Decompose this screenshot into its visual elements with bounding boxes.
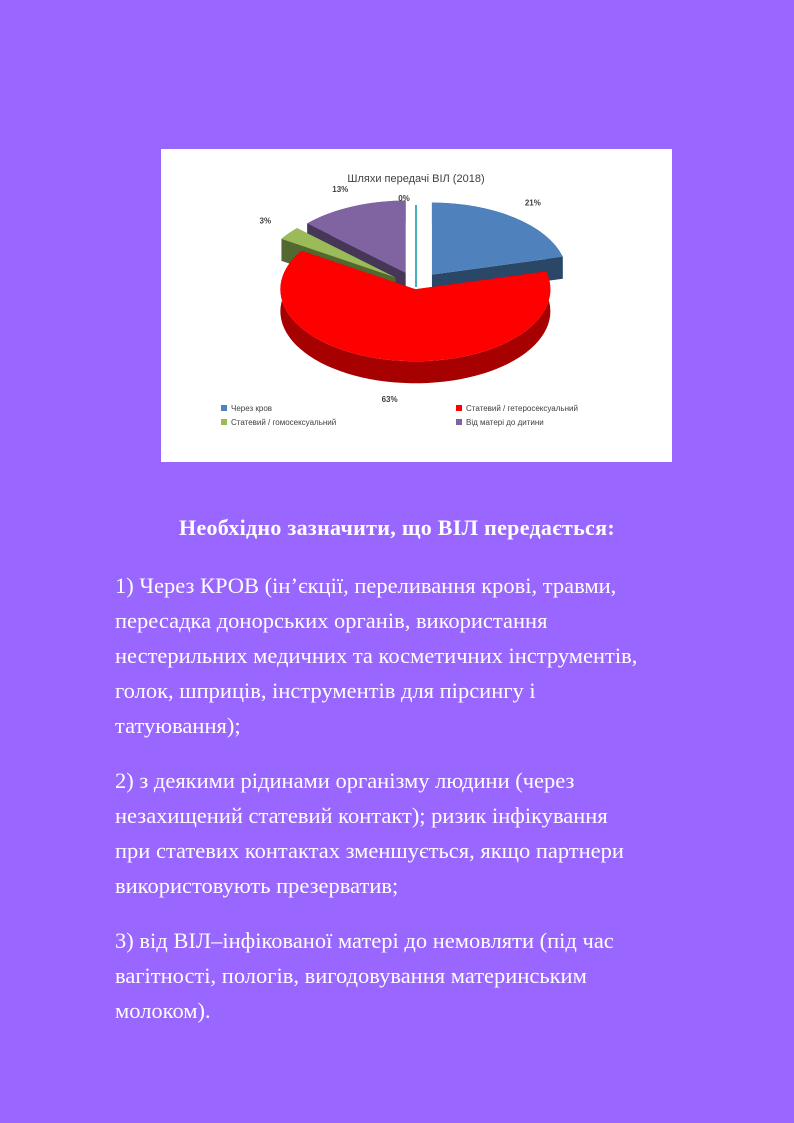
text-line: молоком). <box>115 998 211 1023</box>
svg-text:Від матері до дитини: Від матері до дитини <box>466 418 544 427</box>
slice-label: 21% <box>524 198 541 208</box>
paragraph-mother <box>115 923 755 1028</box>
text-line: вагітності, пологів, вигодовування материнським <box>115 963 587 988</box>
slice-label: 63% <box>381 395 398 405</box>
paragraph-fluids <box>115 763 755 903</box>
legend-item <box>456 418 544 427</box>
slice-label: 13% <box>332 185 349 195</box>
text-line: пересадка донорських органів, використання <box>115 608 548 633</box>
text-line: голок, шприців, інструментів для пірсингу і <box>115 678 536 703</box>
pie-slice-4 <box>415 205 417 287</box>
paragraph-blood <box>115 568 755 743</box>
slice-label: 3% <box>259 216 272 226</box>
svg-text:Через кров: Через кров <box>231 404 273 413</box>
text-line: 2) з деякими рідинами організму людини (через <box>115 768 575 793</box>
legend-item <box>221 404 272 413</box>
section-heading: Необхідно зазначити, що ВІЛ передається: <box>179 515 615 540</box>
text-line: використовують презерватив; <box>115 873 399 898</box>
text-line: нестерильних медичних та косметичних інструментів, <box>115 643 638 668</box>
text-line: 3) від ВІЛ–інфікованої матері до немовляти (під час <box>115 928 614 953</box>
svg-text:Статевий / гетеросексуальний: Статевий / гетеросексуальний <box>466 404 578 413</box>
text-line: незахищений статевий контакт); ризик інфікування <box>115 803 608 828</box>
legend-item <box>221 418 336 427</box>
text-line: 1) Через КРОВ (ін’єкції, переливання крові, травми, <box>115 573 617 598</box>
slice-label: 0% <box>398 194 410 203</box>
legend-item <box>456 404 578 413</box>
text-line: татуювання); <box>115 713 241 738</box>
text-line: при статевих контактах зменшується, якщо партнери <box>115 838 624 863</box>
pie-chart <box>161 149 672 462</box>
svg-text:Статевий / гомосексуальний: Статевий / гомосексуальний <box>231 418 337 427</box>
chart-title: Шляхи передачі ВІЛ (2018) <box>347 173 485 185</box>
